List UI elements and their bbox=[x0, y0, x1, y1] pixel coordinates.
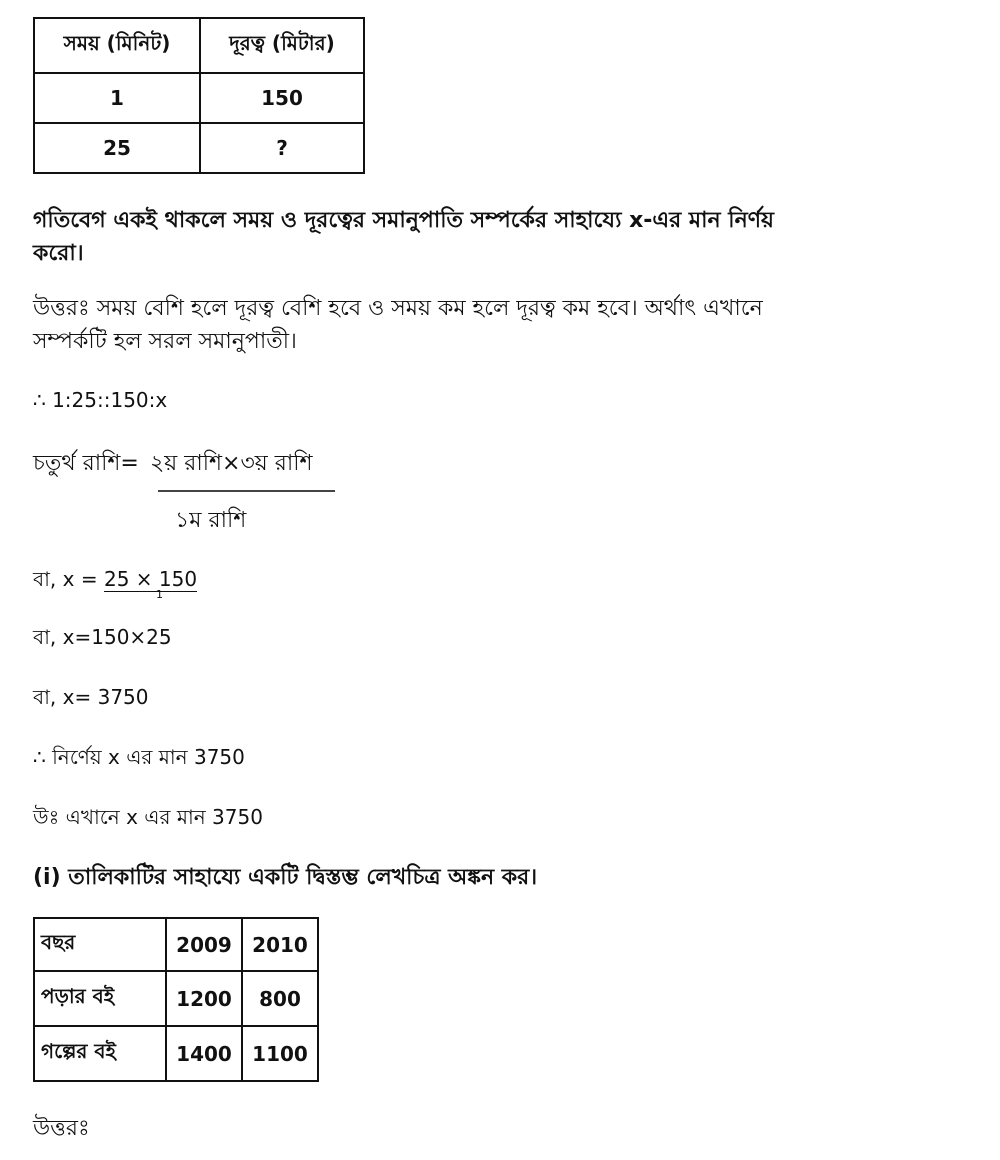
cell: 1400 bbox=[166, 1026, 242, 1081]
step1-prefix: বা, x = bbox=[33, 567, 104, 591]
time-distance-table bbox=[33, 17, 365, 174]
step-3: বা, x= 3750 bbox=[33, 685, 149, 709]
formula-denominator: ১ম রাশি bbox=[175, 508, 247, 533]
header-2009: 2009 bbox=[166, 918, 242, 971]
cell: 150 bbox=[200, 73, 364, 123]
step1-numerator: 25 × 150 bbox=[103, 567, 198, 591]
header-2010: 2010 bbox=[242, 918, 318, 971]
answer-line-1: উত্তরঃ সময় বেশি হলে দূরত্ব বেশি হবে ও সময় কম হলে দূরত্ব কম হবে। অর্থাৎ এখানে bbox=[33, 296, 763, 321]
step-1 bbox=[33, 565, 197, 598]
step1-denominator: 1 bbox=[156, 588, 163, 601]
formula-numerator: ২য় রাশি×৩য় রাশি bbox=[150, 451, 313, 476]
answer-line-2: সম্পর্কটি হল সরল সমানুপাতী। bbox=[33, 329, 297, 354]
question-line-2: করো। bbox=[33, 241, 84, 266]
final-answer: উঃ এখানে x এর মান 3750 bbox=[33, 805, 263, 829]
header-time: সময় (মিনিট) bbox=[34, 18, 200, 73]
header-distance: দূরত্ব (মিটার) bbox=[200, 18, 364, 73]
fraction-line bbox=[158, 490, 335, 492]
question-2: (i) তালিকাটির সাহায্যে একটি দ্বিস্তম্ভ লেখচিত্র অঙ্কন কর। bbox=[33, 865, 538, 890]
cell: 25 bbox=[34, 123, 200, 173]
cell: 1 bbox=[34, 73, 200, 123]
answer-2-label: উত্তরঃ bbox=[33, 1116, 90, 1141]
cell: 800 bbox=[242, 971, 318, 1026]
proportion: ∴ 1:25::150:x bbox=[33, 388, 168, 412]
row-label: পড়ার বই bbox=[34, 971, 166, 1026]
cell: 1200 bbox=[166, 971, 242, 1026]
result: ∴ নির্ণেয় x এর মান 3750 bbox=[33, 745, 245, 769]
books-table bbox=[33, 917, 319, 1082]
cell: ? bbox=[200, 123, 364, 173]
question-line-1: গতিবেগ একই থাকলে সময় ও দূরত্বের সমানুপাতি সম্পর্কের সাহায্যে x-এর মান নির্ণয় bbox=[33, 208, 774, 233]
header-year: বছর bbox=[34, 918, 166, 971]
cell: 1100 bbox=[242, 1026, 318, 1081]
step-2: বা, x=150×25 bbox=[33, 625, 172, 649]
formula-left: চতুর্থ রাশি= bbox=[33, 451, 139, 476]
row-label: গল্পের বই bbox=[34, 1026, 166, 1081]
